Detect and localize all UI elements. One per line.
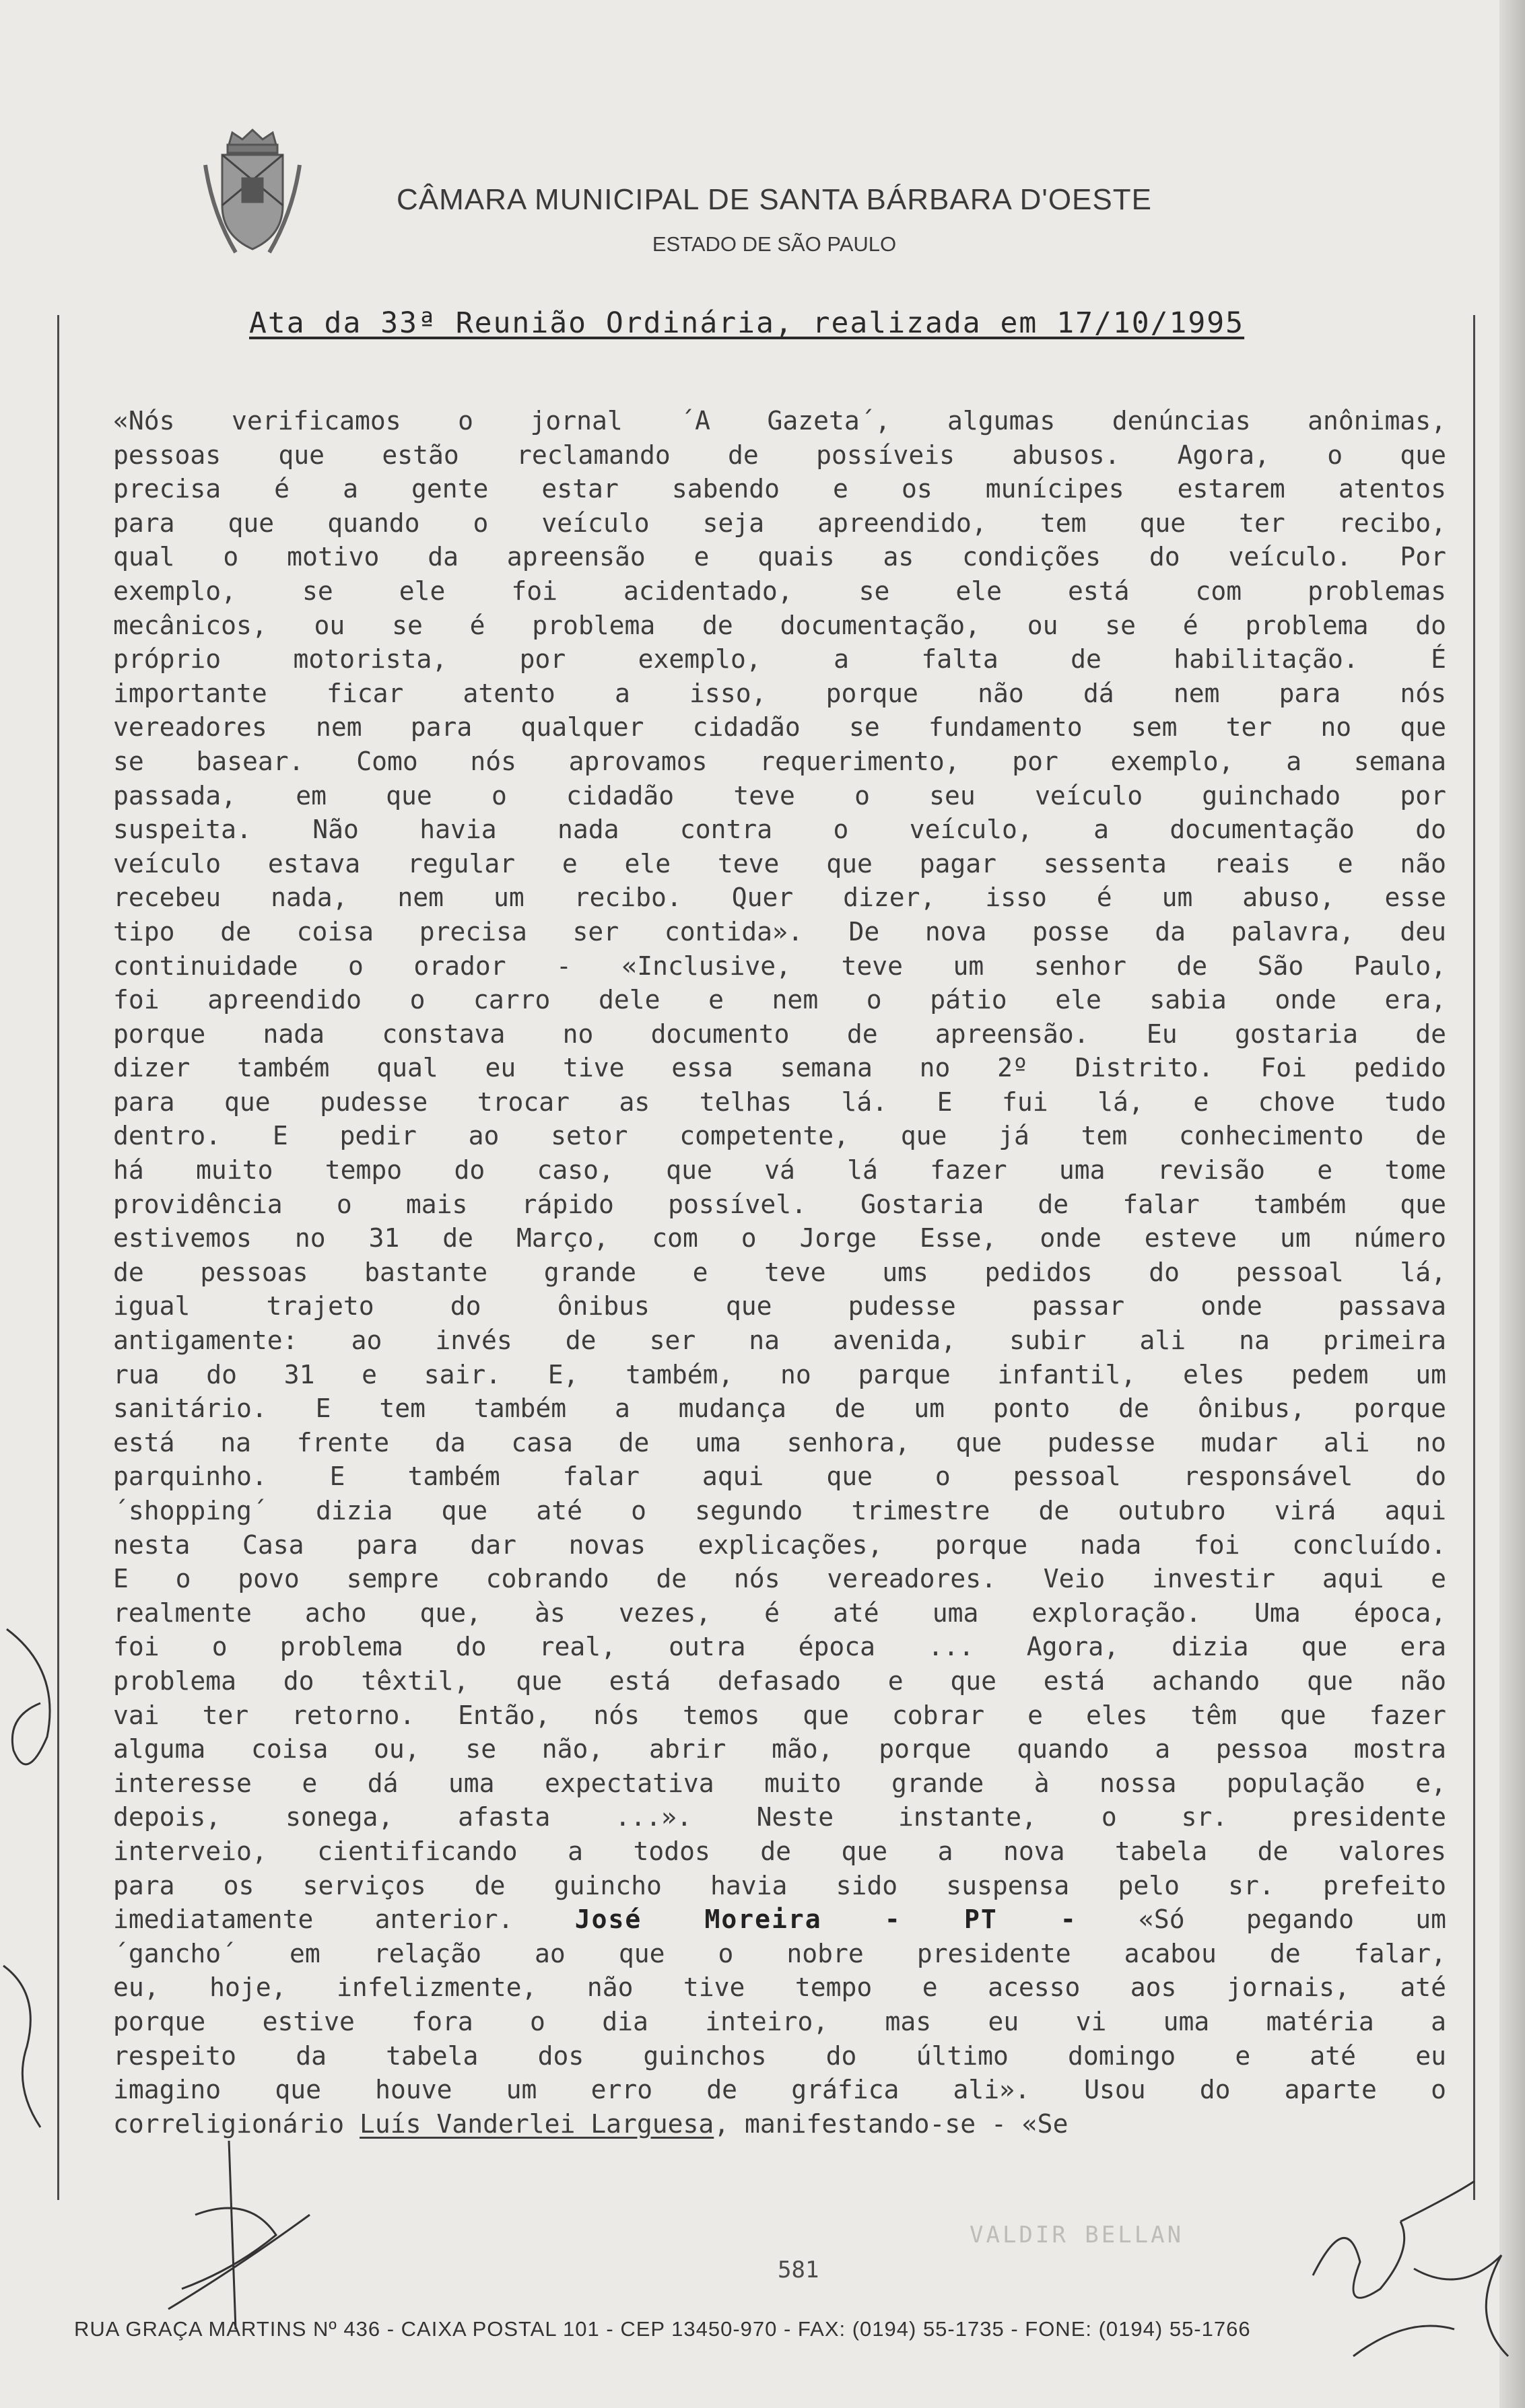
body-line: para que quando o veículo seja apreendido, tem que ter recibo, (113, 508, 1446, 538)
minutes-body (113, 404, 1446, 2141)
body-line: dentro. E pedir ao setor competente, que já tem conhecimento de (113, 1121, 1446, 1151)
body-line: rua do 31 e sair. E, também, no parque infantil, eles pedem um (113, 1359, 1446, 1389)
line-segment: , manifestando-se - «Se (714, 2108, 1069, 2139)
body-line: foi apreendido o carro dele e nem o pátio ele sabia onde era, (113, 985, 1446, 1015)
line-segment: «Só pegando um (1077, 1904, 1446, 1935)
body-line: alguma coisa ou, se não, abrir mão, porque quando a pessoa mostra (113, 1734, 1446, 1764)
body-line: realmente acho que, às vezes, é até uma exploração. Uma época, (113, 1597, 1446, 1628)
body-line: eu, hoje, infelizmente, não tive tempo e acesso aos jornais, até (113, 1972, 1446, 2003)
body-line: porque estive fora o dia inteiro, mas eu vi uma matéria a (113, 2006, 1446, 2036)
body-line: mecânicos, ou se é problema de documentação, ou se é problema do (113, 610, 1446, 640)
body-line: qual o motivo da apreensão e quais as condições do veículo. Por (113, 542, 1446, 572)
signature-bottom-right (1299, 2154, 1515, 2383)
page-number: 581 (778, 2257, 819, 2283)
body-line: se basear. Como nós aprovamos requerimento, por exemplo, a semana (113, 746, 1446, 776)
page-edge-shadow (1499, 0, 1525, 2408)
body-line: providência o mais rápido possível. Gostaria de falar também que (113, 1189, 1446, 1219)
footer-address: RUA GRAÇA MARTINS Nº 436 - CAIXA POSTAL 101 - CEP 13450-970 - FAX: (0194) 55-1735 - FONE: (0194) 55-1766 (74, 2317, 1251, 2341)
body-line: continuidade o orador - «Inclusive, teve um senhor de São Paulo, (113, 951, 1446, 981)
body-line: problema do têxtil, que está defasado e que está achando que não (113, 1665, 1446, 1696)
body-line: respeito da tabela dos guinchos do último domingo e até eu (113, 2040, 1446, 2071)
body-line: foi o problema do real, outra época ... Agora, dizia que era (113, 1632, 1446, 1662)
body-line: vereadores nem para qualquer cidadão se fundamento sem ter no que (113, 712, 1446, 743)
body-line: suspeita. Não havia nada contra o veículo, a documentação do (113, 815, 1446, 845)
body-line: para que pudesse trocar as telhas lá. E fui lá, e chove tudo (113, 1087, 1446, 1117)
body-line: igual trajeto do ônibus que pudesse passar onde passava (113, 1291, 1446, 1321)
body-line-speaker (113, 1902, 1446, 1937)
body-line: imagino que houve um erro de gráfica ali». Usou do aparte o (113, 2075, 1446, 2105)
body-line: estivemos no 31 de Março, com o Jorge Esse, onde esteve um número (113, 1223, 1446, 1253)
body-line: precisa é a gente estar sabendo e os munícipes estarem atentos (113, 474, 1446, 504)
body-line: passada, em que o cidadão teve o seu veículo guinchado por (113, 780, 1446, 811)
body-line: ´gancho´ em relação ao que o nobre presidente acabou de falar, (113, 1938, 1446, 1968)
coat-of-arms-icon (202, 125, 303, 259)
body-line: interveio, cientificando a todos de que a nova tabela de valores (113, 1836, 1446, 1866)
body-line: próprio motorista, por exemplo, a falta de habilitação. É (113, 644, 1446, 675)
institution-state: ESTADO DE SÃO PAULO (652, 232, 897, 256)
body-line: depois, sonega, afasta ...». Neste instante, o sr. presidente (113, 1802, 1446, 1832)
body-line: sanitário. E tem também a mudança de um ponto de ônibus, porque (113, 1394, 1446, 1424)
body-line: «Nós verificamos o jornal ´A Gazeta´, algumas denúncias anônimas, (113, 406, 1446, 436)
right-margin-rule (1473, 315, 1475, 2200)
document-title: Ata da 33ª Reunião Ordinária, realizada em 17/10/1995 (249, 306, 1245, 340)
body-line: pessoas que estão reclamando de possíveis abusos. Agora, o que (113, 440, 1446, 470)
body-line: exemplo, se ele foi acidentado, se ele está com problemas (113, 576, 1446, 606)
line-segment: correligionário (113, 2108, 360, 2139)
body-line: para os serviços de guincho havia sido suspensa pelo sr. prefeito (113, 1870, 1446, 1900)
signature-bottom-left (155, 2134, 323, 2336)
body-line: veículo estava regular e ele teve que pagar sessenta reais e não (113, 848, 1446, 879)
body-line: porque nada constava no documento de apreensão. Eu gostaria de (113, 1019, 1446, 1049)
body-line: interesse e dá uma expectativa muito grande à nossa população e, (113, 1768, 1446, 1798)
body-line: recebeu nada, nem um recibo. Quer dizer, isso é um abuso, esse (113, 883, 1446, 913)
body-line: tipo de coisa precisa ser contida». De nova posse da palavra, deu (113, 916, 1446, 947)
signature-left-margin (0, 1616, 81, 2154)
body-line: parquinho. E também falar aqui que o pessoal responsável do (113, 1461, 1446, 1492)
body-line: está na frente da casa de uma senhora, que pudesse mudar ali no (113, 1427, 1446, 1457)
aparte-name: Luís Vanderlei Larguesa (360, 2108, 714, 2139)
body-line: nesta Casa para dar novas explicações, porque nada foi concluído. (113, 1529, 1446, 1560)
speaker-name: José Moreira - PT - (574, 1904, 1077, 1935)
institution-name: CÂMARA MUNICIPAL DE SANTA BÁRBARA D'OESTE (397, 183, 1152, 216)
body-line: E o povo sempre cobrando de nós vereadores. Veio investir aqui e (113, 1564, 1446, 1594)
body-line: antigamente: ao invés de ser na avenida, subir ali na primeira (113, 1326, 1446, 1356)
body-line: de pessoas bastante grande e teve ums pedidos do pessoal lá, (113, 1257, 1446, 1287)
line-segment: imediatamente anterior. (113, 1904, 575, 1935)
ghost-stamp: VALDIR BELLAN (970, 2222, 1184, 2248)
body-line: ´shopping´ dizia que até o segundo trimestre de outubro virá aqui (113, 1496, 1446, 1525)
body-line: vai ter retorno. Então, nós temos que cobrar e eles têm que fazer (113, 1700, 1446, 1730)
body-line: há muito tempo do caso, que vá lá fazer uma revisão e tome (113, 1155, 1446, 1185)
body-line: importante ficar atento a isso, porque não dá nem para nós (113, 678, 1446, 708)
body-line: dizer também qual eu tive essa semana no 2º Distrito. Foi pedido (113, 1053, 1446, 1083)
